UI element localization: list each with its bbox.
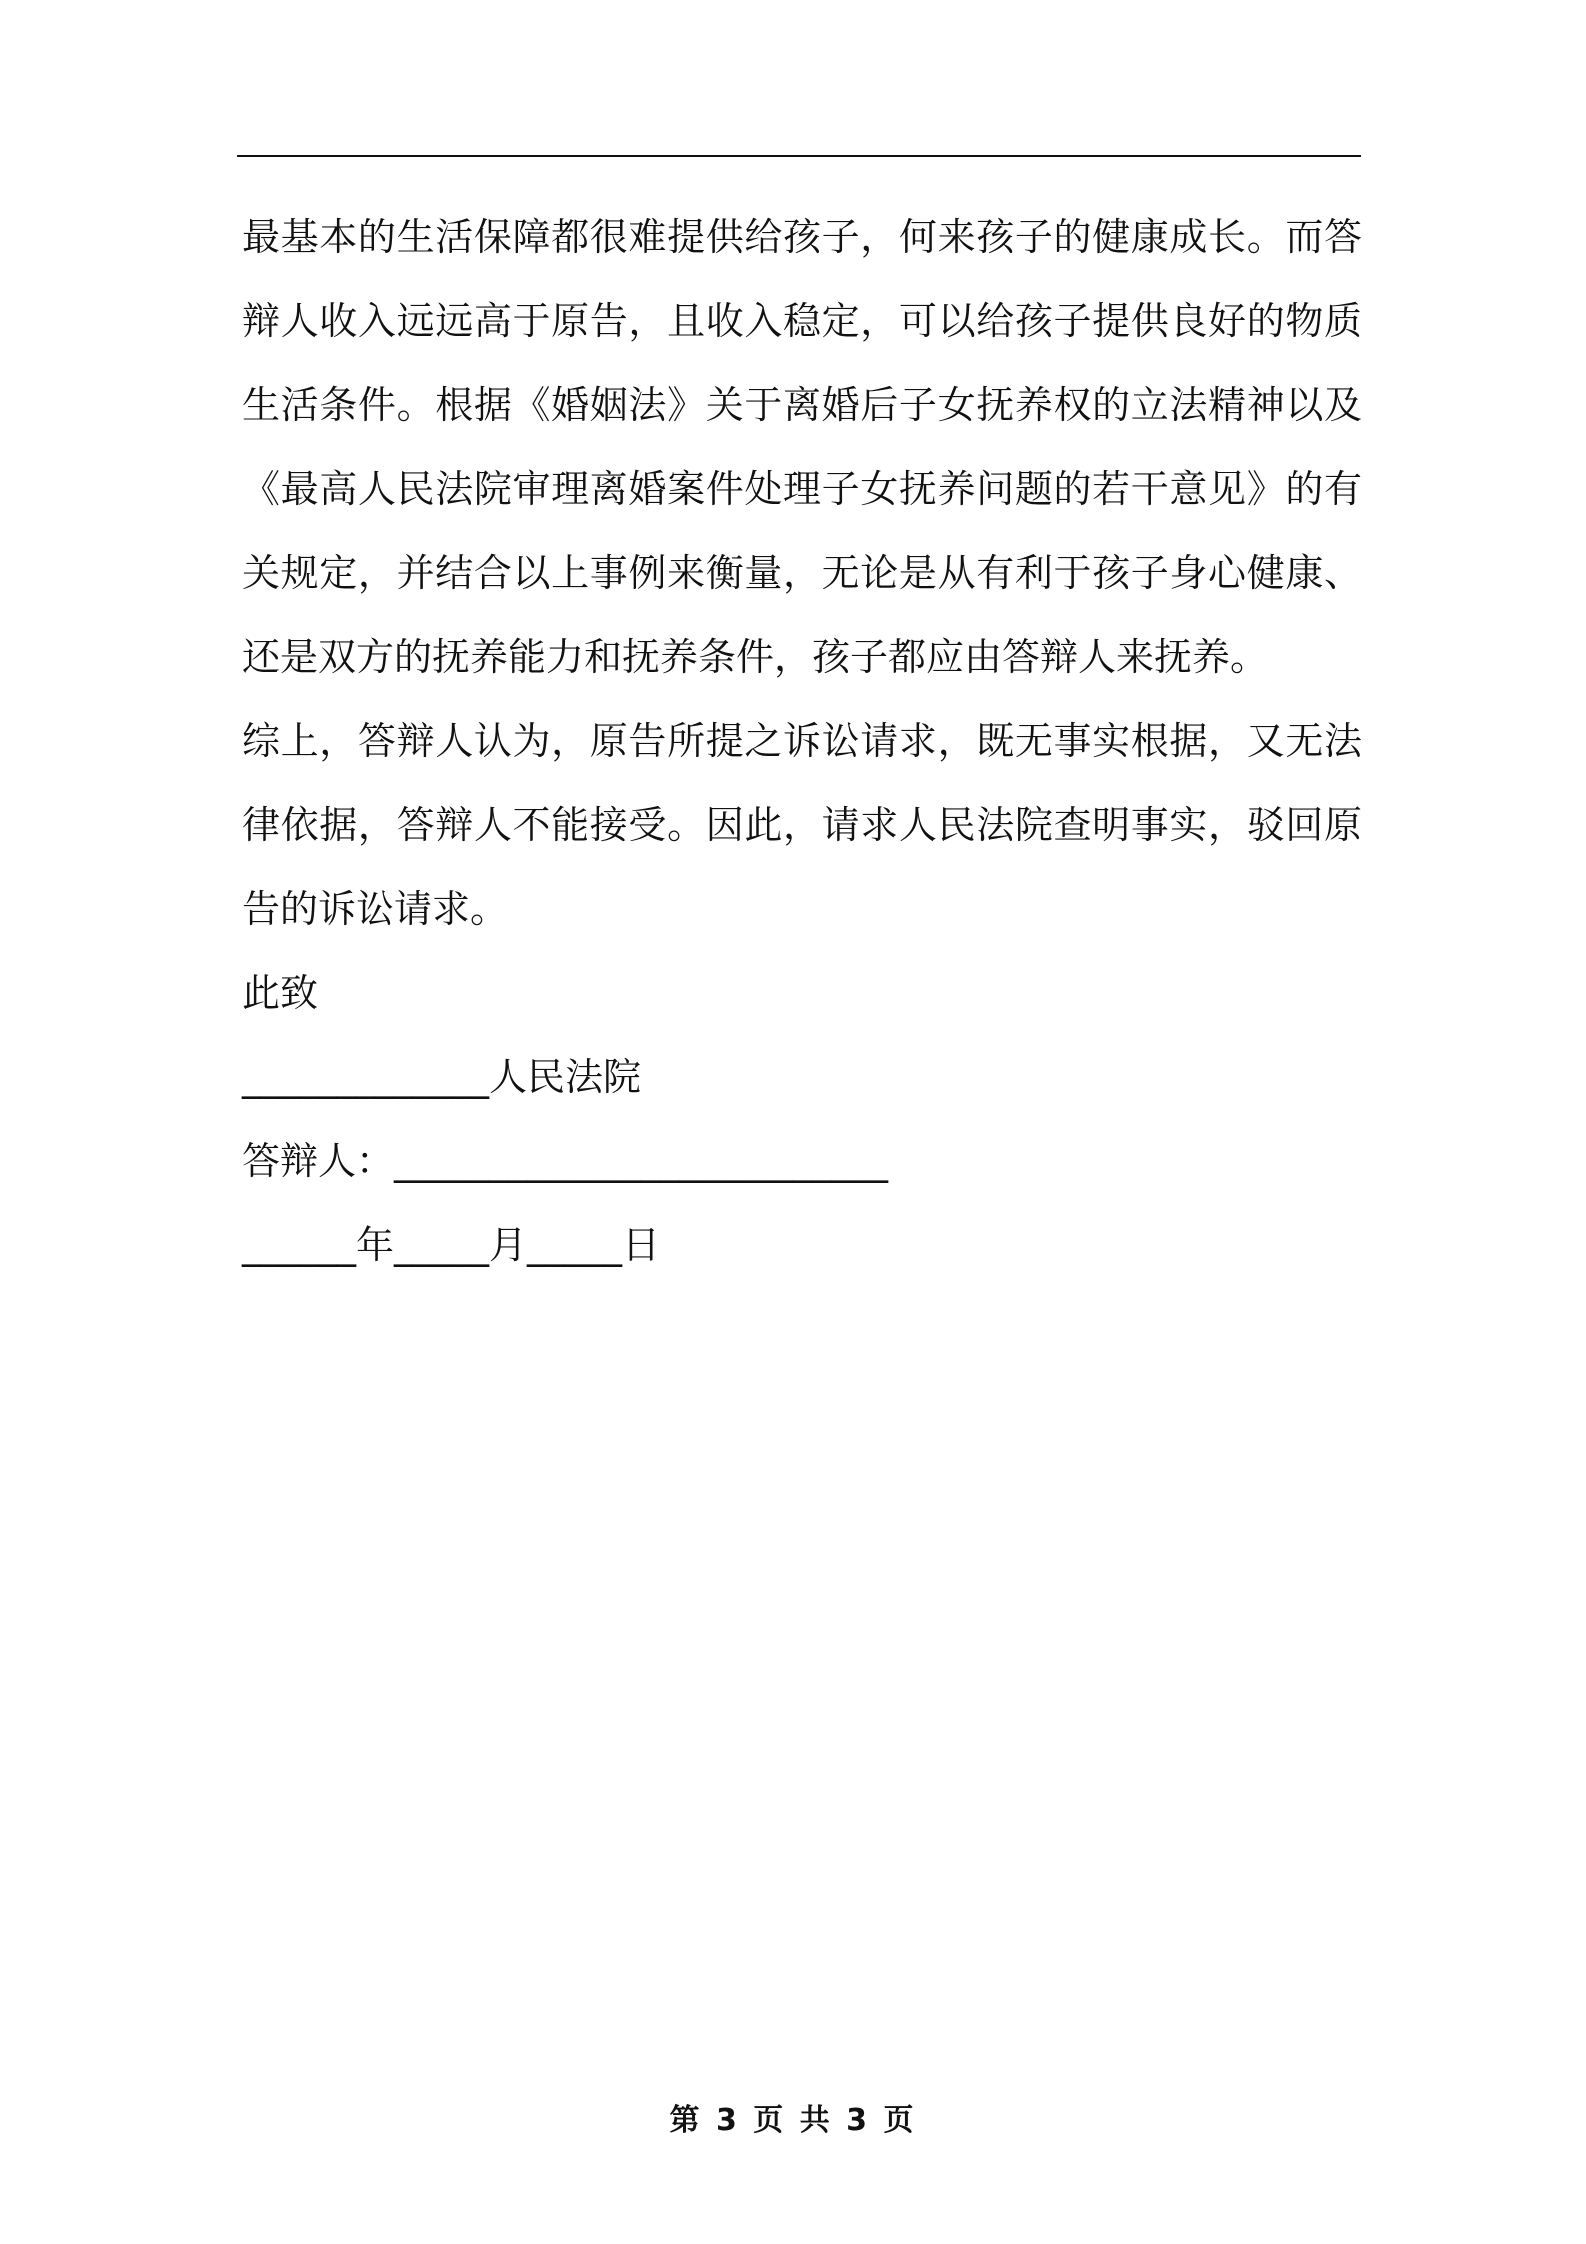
court-line: _____________人民法院 <box>242 1055 642 1099</box>
salutation: 此致 <box>242 971 319 1015</box>
header-rule <box>237 155 1361 157</box>
body-paragraph-2: 综上，答辩人认为，原告所提之诉讼请求，既无事实根据，又无法律依据，答辩人不能接受。因此，请求人民法院查明事实，驳回原告的诉讼请求。 <box>242 719 1362 931</box>
document-body <box>242 195 1362 1287</box>
date-line: ______年_____月_____日 <box>242 1223 661 1267</box>
body-paragraph-1: 最基本的生活保障都很难提供给孩子，何来孩子的健康成长。而答辩人收入远远高于原告，且收入稳定，可以给孩子提供良好的物质生活条件。根据《婚姻法》关于离婚后子女抚养权的立法精神以及《最高人民法院审理离婚案件处理子女抚养问题的若干意见》的有关规定，并结合以上事例来衡量，无论是从有利于孩子身心健康、还是双方的抚养能力和抚养条件，孩子都应由答辩人来抚养。 <box>242 215 1362 679</box>
page-number-footer: 第 3 页 共 3 页 <box>669 2103 917 2138</box>
respondent-line: 答辩人：__________________________ <box>242 1139 889 1183</box>
